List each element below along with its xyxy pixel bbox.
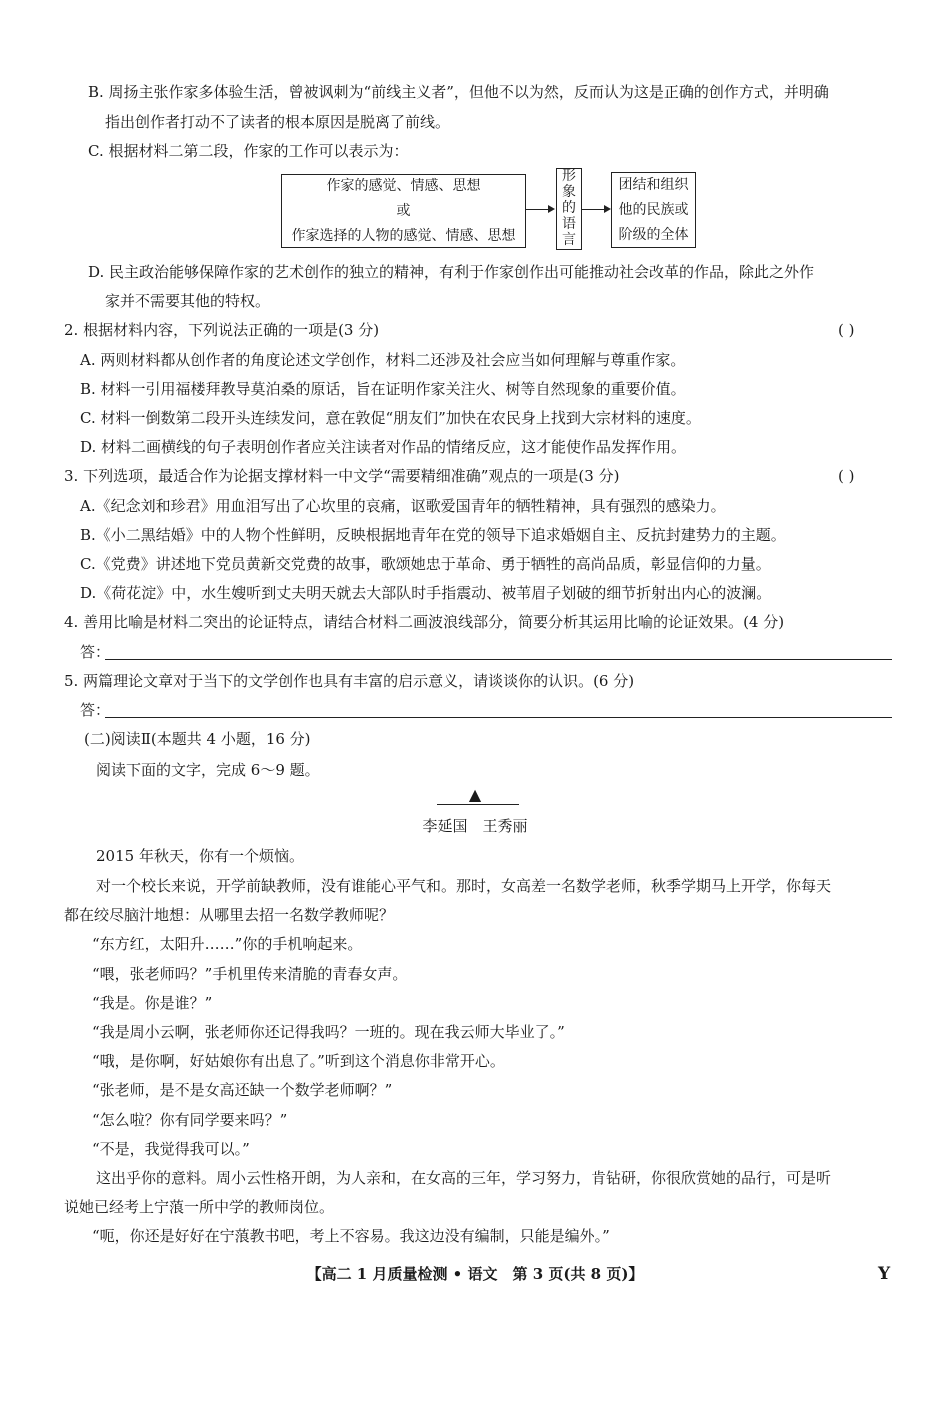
story-paragraph: 都在绞尽脑汁地想：从哪里去招一名数学教师呢？ — [64, 906, 395, 924]
diagram-middle-box — [556, 168, 582, 250]
diagram-middle-char: 象 — [562, 184, 576, 200]
answer-line[interactable] — [105, 659, 892, 660]
option-1d-line2: 家并不需要其他的特权。 — [105, 292, 271, 310]
answer-label: 答： — [80, 643, 111, 661]
section-instruction: 阅读下面的文字，完成 6～9 题。 — [96, 761, 320, 779]
option-2c: C. 材料一倒数第二段开头连续发问，意在敦促“朋友们”加快在农民身上找到大宗材料的速度。 — [80, 409, 701, 427]
story-paragraph: 2015 年秋天，你有一个烦恼。 — [96, 847, 304, 865]
diagram-arrow — [526, 209, 553, 210]
story-paragraph: “我是。你是谁？” — [92, 994, 213, 1012]
story-paragraph: “呃，你还是好好在宁蒗教书吧，考上不容易。我这边没有编制，只能是编外。” — [92, 1227, 610, 1245]
diagram-arrow — [582, 209, 609, 210]
diagram-middle-char: 形 — [562, 168, 576, 184]
story-paragraph: “不是，我觉得我可以。” — [92, 1140, 250, 1158]
diagram-right-box — [611, 172, 696, 248]
diagram-left-line: 或 — [396, 203, 411, 219]
question-4: 4. 善用比喻是材料二突出的论证特点，请结合材料二画波浪线部分，简要分析其运用比喻的论证效果。(4 分) — [64, 613, 785, 631]
question-5: 5. 两篇理论文章对于当下的文学创作也具有丰富的启示意义，请谈谈你的认识。(6 分) — [64, 672, 635, 690]
answer-label: 答： — [80, 701, 111, 719]
story-paragraph: “我是周小云啊，张老师你还记得我吗？一班的。现在我云师大毕业了。” — [92, 1023, 565, 1041]
diagram-left-line: 作家的感觉、情感、思想 — [326, 178, 481, 194]
diagram-right-line: 阶级的全体 — [618, 227, 689, 243]
diagram-left-box — [281, 174, 526, 248]
story-paragraph: “怎么啦？你有同学要来吗？” — [92, 1111, 288, 1129]
answer-parentheses[interactable]: ( ) — [838, 467, 855, 485]
diagram-middle-char: 语 — [562, 216, 576, 232]
story-paragraph: 对一个校长来说，开学前缺教师，没有谁能心平气和。那时，女高差一名数学老师，秋季学期马上开学，你每天 — [96, 877, 832, 895]
question-3: 3. 下列选项，最适合作为论据支撑材料一中文学“需要精细准确”观点的一项是(3 分) — [64, 467, 620, 485]
answer-line[interactable] — [105, 717, 892, 718]
option-1c: C. 根据材料二第二段，作家的工作可以表示为： — [88, 142, 409, 160]
page-footer: 【高二 1 月质量检测 • 语文 第 3 页(共 8 页)】 — [306, 1265, 644, 1283]
option-3c: C.《党费》讲述地下党员黄新交党费的故事，歌颂她忠于革命、勇于牺牲的高尚品质，彰显信仰的力量。 — [80, 555, 771, 573]
option-2a: A. 两则材料都从创作者的角度论述文学创作，材料二还涉及社会应当如何理解与尊重作家。 — [80, 351, 686, 369]
story-paragraph: “张老师，是不是女高还缺一个数学老师啊？” — [92, 1081, 393, 1099]
footer-mark: Y — [878, 1264, 891, 1284]
option-2b: B. 材料一引用福楼拜教导莫泊桑的原话，旨在证明作家关注火、树等自然现象的重要价值。 — [80, 380, 686, 398]
story-paragraph: 说她已经考上宁蒗一所中学的教师岗位。 — [64, 1198, 335, 1216]
option-2d: D. 材料二画横线的句子表明创作者应关注读者对作品的情绪反应，这才能使作品发挥作用。 — [80, 438, 687, 456]
authors: 李延国 王秀丽 — [422, 817, 528, 835]
option-3d: D.《荷花淀》中，水生嫂听到丈夫明天就去大部队时手指震动、被苇眉子划破的细节折射出内心的波澜。 — [80, 584, 772, 602]
option-1d-line1: D. 民主政治能够保障作家的艺术创作的独立的精神，有利于作家创作出可能推动社会改革的作品，除此之外作 — [88, 263, 815, 281]
option-1b-line1: B. 周扬主张作家多体验生活，曾被讽刺为“前线主义者”，但他不以为然，反而认为这是正确的创作方式，并明确 — [88, 83, 829, 101]
diagram-right-line: 他的民族或 — [618, 202, 689, 218]
title-marker: ▲ — [468, 785, 482, 804]
diagram-left-line: 作家选择的人物的感觉、情感、思想 — [291, 228, 516, 244]
story-paragraph: “东方红，太阳升……”你的手机响起来。 — [92, 935, 363, 953]
diagram-middle-char: 的 — [562, 200, 576, 216]
diagram-middle-char: 言 — [562, 232, 576, 248]
option-3b: B.《小二黑结婚》中的人物个性鲜明，反映根据地青年在党的领导下追求婚姻自主、反抗封建势力的主题。 — [80, 526, 786, 544]
option-3a: A.《纪念刘和珍君》用血泪写出了心坎里的哀痛，讴歌爱国青年的牺牲精神，具有强烈的感染力。 — [80, 497, 726, 515]
story-paragraph: “哦，是你啊，好姑娘你有出息了。”听到这个消息你非常开心。 — [92, 1052, 505, 1070]
option-1b-line2: 指出创作者打动不了读者的根本原因是脱离了前线。 — [105, 113, 451, 131]
title-underline — [437, 804, 519, 805]
question-2: 2. 根据材料内容，下列说法正确的一项是(3 分) — [64, 321, 380, 339]
section-heading: (二)阅读Ⅱ(本题共 4 小题，16 分) — [84, 730, 311, 748]
answer-parentheses[interactable]: ( ) — [838, 321, 855, 339]
story-paragraph: “喂，张老师吗？”手机里传来清脆的青春女声。 — [92, 965, 408, 983]
diagram-right-line: 团结和组织 — [618, 177, 689, 193]
story-paragraph: 这出乎你的意料。周小云性格开朗，为人亲和，在女高的三年，学习努力，肯钻研，你很欣赏她的品行，可是听 — [96, 1169, 832, 1187]
